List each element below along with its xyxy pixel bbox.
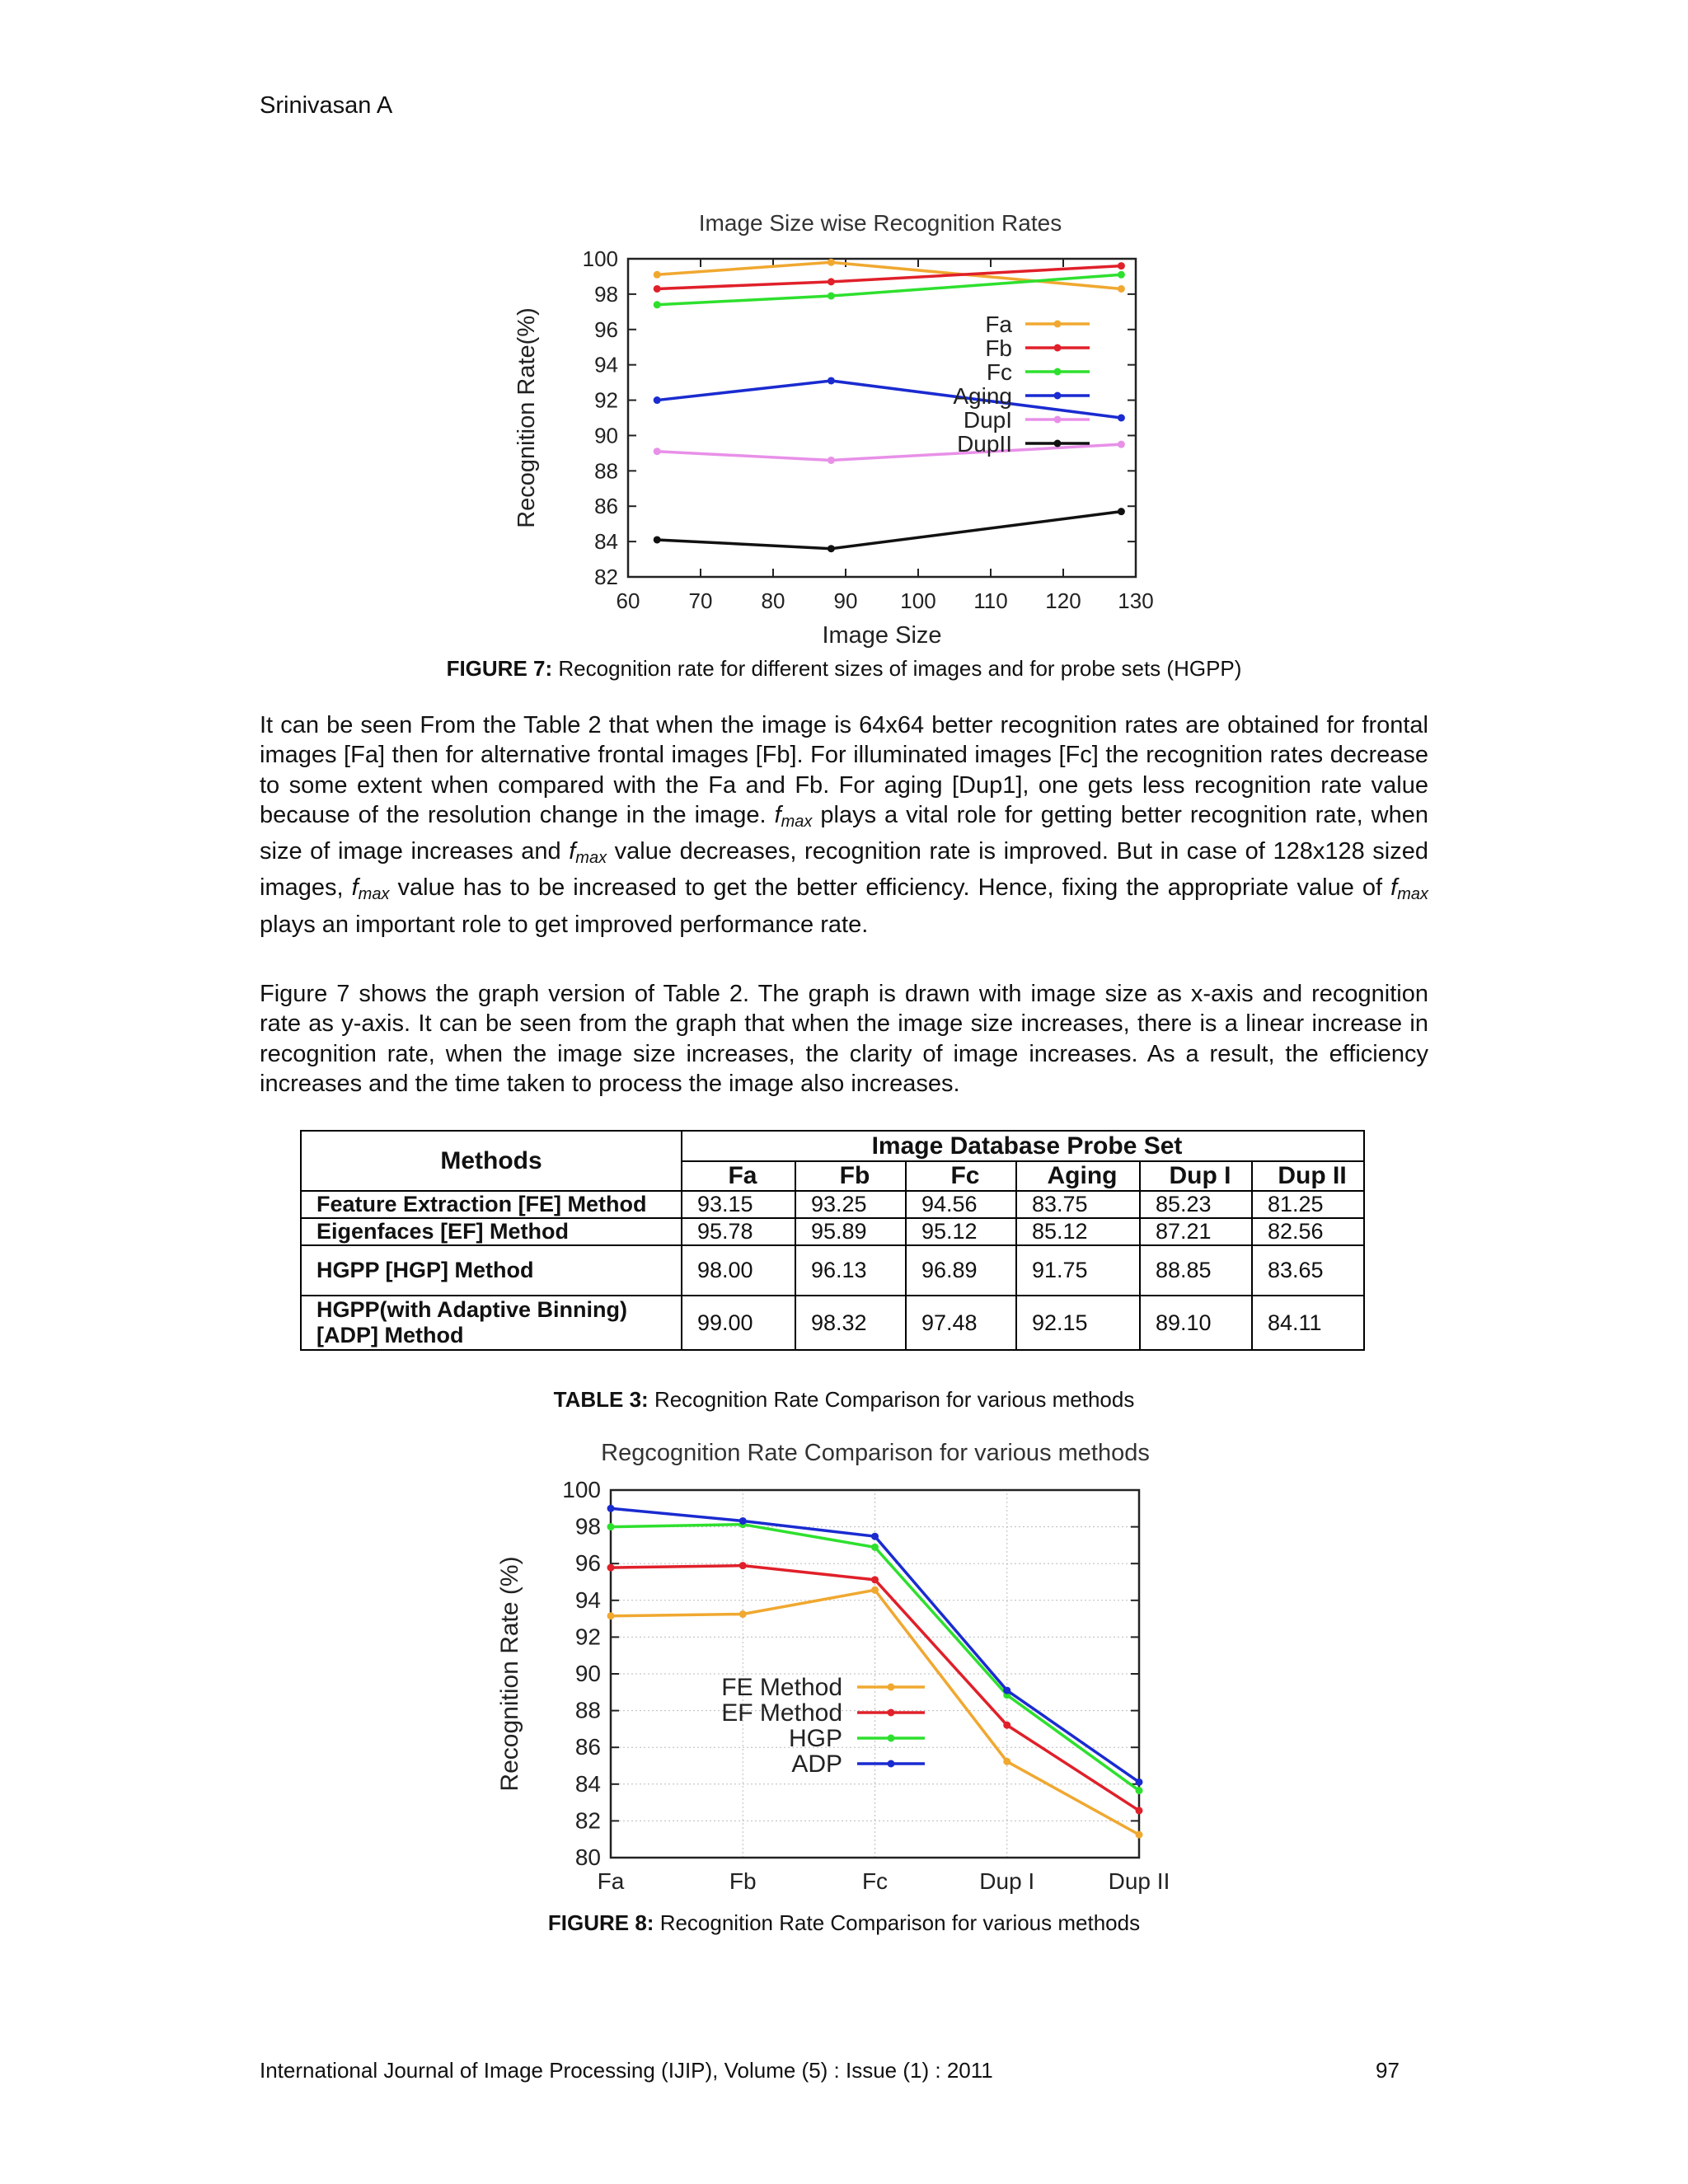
table3-value-cell: 94.56 xyxy=(906,1191,1016,1218)
fig8-data-point xyxy=(871,1533,879,1540)
fig8-xtick-label: Fa xyxy=(597,1868,625,1894)
fig8-data-point xyxy=(739,1562,747,1569)
table3-value-cell: 85.23 xyxy=(1140,1191,1252,1218)
table3-value-cell: 98.32 xyxy=(795,1296,906,1350)
table3-value-cell: 93.15 xyxy=(682,1191,795,1218)
fig7-xtick-label: 60 xyxy=(616,588,640,613)
para1-fmax-f-1: f xyxy=(774,801,781,828)
table3-method-line1: HGPP(with Adaptive Binning) xyxy=(316,1297,627,1322)
fig7-xtick-label: 130 xyxy=(1118,588,1154,613)
table3-value-cell: 98.00 xyxy=(682,1245,795,1296)
fig8-data-point xyxy=(1136,1831,1143,1839)
fig7-xtick-label: 110 xyxy=(973,588,1008,613)
fig7-xtick-label: 100 xyxy=(900,588,936,613)
fig8-legend-label: EF Method xyxy=(721,1699,842,1727)
para1-fmax-sub-1: max xyxy=(781,812,813,831)
fig8-legend-label: FE Method xyxy=(721,1674,842,1701)
fig8-ylabel: Recognition Rate (%) xyxy=(496,1556,523,1792)
table3-value-cell: 92.15 xyxy=(1016,1296,1140,1350)
paragraph-figure7-discussion: Figure 7 shows the graph version of Table 2. The graph is drawn with image size as x-axis and recognition rate as y-axis. It can be seen from the graph that when the image size increases, there is a linear increase in recognition rate, when the image size increases, the clarity of image increases. As a result, the efficiency increases and the time taken to process the image also increases. xyxy=(260,981,1428,1097)
table3-method-cell: Feature Extraction [FE] Method xyxy=(301,1191,682,1218)
table3-col-header: Aging xyxy=(1016,1161,1140,1191)
fig8-data-point xyxy=(607,1612,615,1619)
fig8-data-point xyxy=(1136,1807,1143,1814)
fig8-data-point xyxy=(607,1564,615,1572)
footer-page-number: 97 xyxy=(1376,2058,1400,2083)
fig7-xtick-label: 80 xyxy=(761,588,785,613)
fig8-legend-marker xyxy=(888,1760,895,1768)
fig7-legend-label: Fc xyxy=(986,359,1012,385)
table3-value-cell: 88.85 xyxy=(1140,1245,1252,1296)
fig8-legend-marker xyxy=(888,1735,895,1742)
fig7-legend-label: DupI xyxy=(963,407,1012,433)
table3-value-cell: 97.48 xyxy=(906,1296,1016,1350)
table3-value-cell: 99.00 xyxy=(682,1296,795,1350)
fig7-ytick-label: 92 xyxy=(594,387,618,413)
fig7-ytick-label: 98 xyxy=(594,281,618,307)
para1-text-1: It can be seen From the Table 2 that when the image is 64x64 better recognition rates are obtained for frontal images [Fa] then for alternative frontal images [Fb]. For illuminated images [Fc] the recognition rates decrease to some extent when compared with the Fa and Fb. For aging [Dup1], one gets less recognition rate value because of the resolution change in the image. xyxy=(260,712,1428,828)
fig8-data-point xyxy=(739,1517,747,1525)
fig8-xtick-label: Dup II xyxy=(1108,1868,1170,1894)
table3-method-cell: HGPP [HGP] Method xyxy=(301,1245,682,1296)
para1-text-5: plays an important role to get improved performance rate. xyxy=(260,911,869,938)
fig8-ytick-label: 80 xyxy=(574,1844,601,1870)
para1-fmax-sub-2: max xyxy=(575,849,607,868)
table3-value-cell: 93.25 xyxy=(795,1191,906,1218)
running-header-author: Srinivasan A xyxy=(260,92,393,119)
fig8-data-point xyxy=(1003,1722,1010,1729)
fig8-ytick-label: 82 xyxy=(574,1807,601,1834)
fig7-title: Image Size wise Recognition Rates xyxy=(698,210,1062,236)
fig7-xtick-label: 70 xyxy=(688,588,713,613)
table3-col-header: Fa xyxy=(682,1161,795,1191)
table3-col-header: Fc xyxy=(906,1161,1016,1191)
table3-col-header: Dup II xyxy=(1252,1161,1364,1191)
fig8-xtick-label: Fb xyxy=(729,1868,757,1894)
table3-caption-text: Recognition Rate Comparison for various methods xyxy=(648,1387,1135,1412)
fig8-data-point xyxy=(1136,1787,1143,1794)
table3-value-cell: 89.10 xyxy=(1140,1296,1252,1350)
para1-fmax-f-2: f xyxy=(569,838,576,865)
table3-value-cell: 82.56 xyxy=(1252,1218,1364,1245)
table3-value-cell: 91.75 xyxy=(1016,1245,1140,1296)
fig8-ytick-label: 84 xyxy=(574,1770,601,1797)
fig8-legend-label: HGP xyxy=(788,1725,842,1752)
table3-value-cell: 96.89 xyxy=(906,1245,1016,1296)
fig7-ylabel: Recognition Rate(%) xyxy=(513,307,540,528)
fig8-data-point xyxy=(739,1610,747,1618)
fig7-ytick-label: 84 xyxy=(594,529,618,555)
table3-caption-label: TABLE 3: xyxy=(553,1387,649,1412)
fig7-ytick-label: 82 xyxy=(594,565,618,589)
fig8-data-point xyxy=(1003,1687,1010,1694)
table3-col-header: Fb xyxy=(795,1161,906,1191)
table3-value-cell: 81.25 xyxy=(1252,1191,1364,1218)
figure8-caption-text: Recognition Rate Comparison for various methods xyxy=(654,1910,1141,1935)
fig8-title: Regcognition Rate Comparison for various methods xyxy=(601,1440,1150,1466)
fig7-xtick-label: 90 xyxy=(833,588,858,613)
fig8-ytick-label: 92 xyxy=(574,1624,601,1650)
para1-text-3: value decreases, recognition rate is improved. But in case of 128x128 sized images, xyxy=(260,838,1429,902)
para1-text-4: value has to be increased to get the better efficiency. Hence, fixing the appropriate value of xyxy=(389,874,1391,902)
fig8-ytick-label: 96 xyxy=(574,1550,601,1577)
table3-value-cell: 95.78 xyxy=(682,1218,795,1245)
fig8-xtick-label: Fc xyxy=(861,1868,889,1894)
fig8-legend-label: ADP xyxy=(791,1750,842,1778)
fig7-legend-label: Fb xyxy=(985,335,1012,361)
fig8-ytick-label: 88 xyxy=(574,1697,601,1723)
figure7-caption-label: FIGURE 7: xyxy=(446,656,553,681)
fig7-legend-label: DupII xyxy=(957,431,1012,457)
table3-value-cell: 95.12 xyxy=(906,1218,1016,1245)
fig8-legend-marker xyxy=(888,1684,895,1691)
fig7-ytick-label: 86 xyxy=(594,494,618,519)
fig8-data-point xyxy=(1136,1779,1143,1786)
fig8-ytick-label: 100 xyxy=(562,1477,601,1502)
para1-fmax-sub-4: max xyxy=(1397,885,1428,904)
table3-col-header: Dup I xyxy=(1140,1161,1252,1191)
table3-value-cell: 83.65 xyxy=(1252,1245,1364,1296)
fig7-legend-label: Fa xyxy=(985,312,1012,337)
fig7-xlabel: Image Size xyxy=(822,622,942,649)
fig8-data-point xyxy=(1003,1758,1010,1765)
table3-method-line2: [ADP] Method xyxy=(316,1323,464,1347)
table3-value-cell: 95.89 xyxy=(795,1218,906,1245)
figure8-caption-label: FIGURE 8: xyxy=(547,1910,654,1935)
fig8-data-point xyxy=(607,1523,615,1530)
footer-journal: International Journal of Image Processing (IJIP), Volume (5) : Issue (1) : 2011 xyxy=(260,2058,993,2083)
fig7-ytick-label: 96 xyxy=(594,316,618,342)
fig8-data-point xyxy=(607,1505,615,1512)
fig8-ytick-label: 98 xyxy=(574,1513,601,1540)
fig8-ytick-label: 90 xyxy=(574,1661,601,1686)
fig7-xtick-label: 120 xyxy=(1045,588,1081,613)
fig7-ytick-label: 94 xyxy=(594,352,618,377)
table3-group-header: Image Database Probe Set xyxy=(682,1131,1364,1161)
fig8-legend-marker xyxy=(888,1709,895,1717)
fig7-legend-label: Aging xyxy=(953,383,1012,409)
table3-methods-header: Methods xyxy=(301,1131,682,1191)
fig8-data-point xyxy=(871,1576,879,1583)
fig8-data-point xyxy=(871,1586,879,1594)
table3-value-cell: 96.13 xyxy=(795,1245,906,1296)
fig7-ytick-label: 100 xyxy=(582,246,618,271)
figure7-caption-text: Recognition rate for different sizes of images and for probe sets (HGPP) xyxy=(552,656,1242,681)
table3-value-cell: 84.11 xyxy=(1252,1296,1364,1350)
para1-fmax-sub-3: max xyxy=(358,885,390,904)
table3-value-cell: 85.12 xyxy=(1016,1218,1140,1245)
table3-method-cell: Eigenfaces [EF] Method xyxy=(301,1218,682,1245)
para1-text-2: plays a vital role for getting better recognition rate, when size of image increases and xyxy=(260,801,1429,865)
fig8-xtick-label: Dup I xyxy=(979,1868,1035,1894)
fig8-ytick-label: 86 xyxy=(574,1734,601,1760)
fig7-ytick-label: 88 xyxy=(594,458,618,484)
figure8-caption xyxy=(0,1910,1688,1936)
para1-fmax-f-4: f xyxy=(1390,874,1398,902)
para1-fmax-f-3: f xyxy=(351,874,359,902)
table3-value-cell: 87.21 xyxy=(1140,1218,1252,1245)
fig8-ytick-label: 94 xyxy=(574,1586,601,1613)
table3-value-cell: 83.75 xyxy=(1016,1191,1140,1218)
fig7-ytick-label: 90 xyxy=(594,423,618,448)
fig8-data-point xyxy=(871,1544,879,1551)
